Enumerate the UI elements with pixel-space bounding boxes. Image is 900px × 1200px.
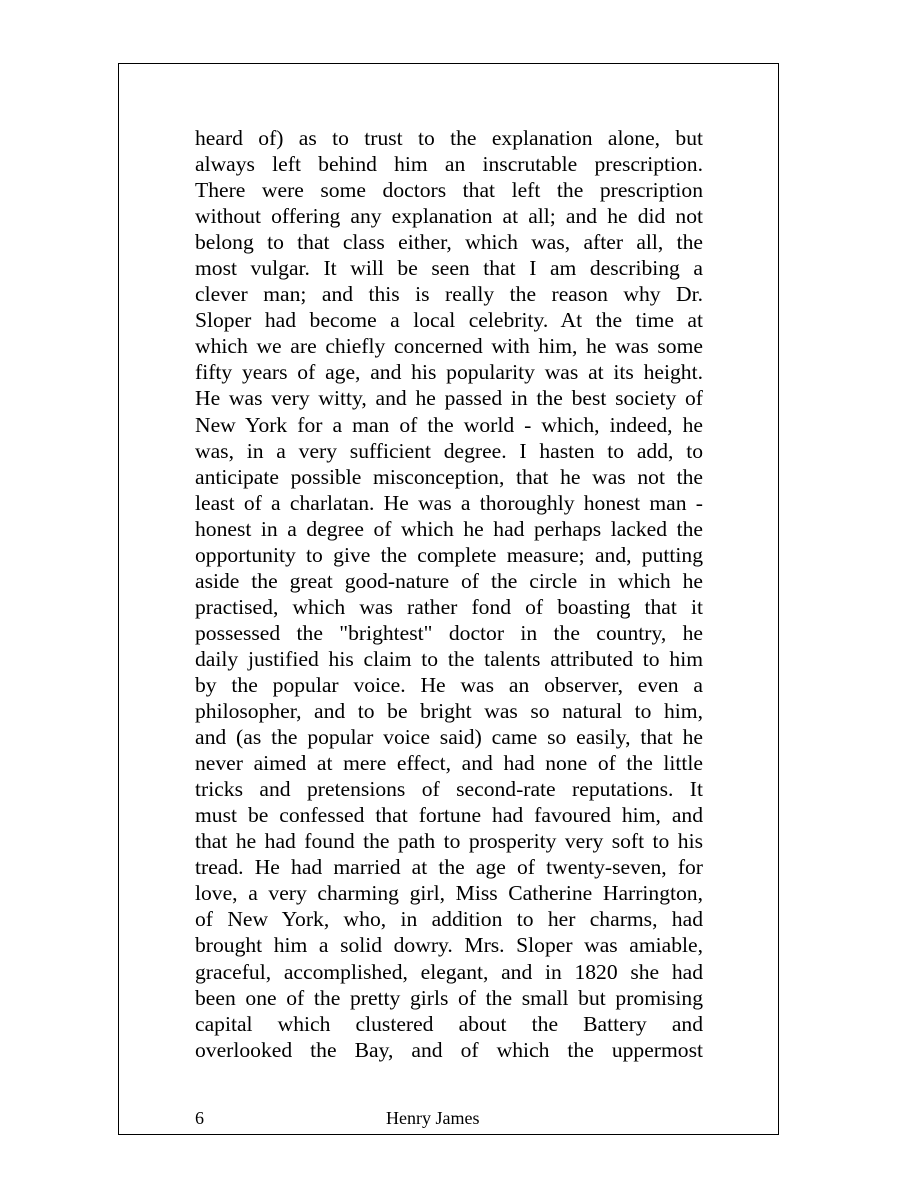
- text-line: Sloper had become a local celebrity. At the time at: [195, 308, 703, 333]
- text-line: without offering any explanation at all; and he did not: [195, 204, 703, 229]
- text-line: always left behind him an inscrutable prescription.: [195, 152, 703, 177]
- text-line: New York for a man of the world - which, indeed, he: [195, 412, 703, 437]
- text-line: brought him a solid dowry. Mrs. Sloper was amiable,: [195, 933, 703, 958]
- text-line: honest in a degree of which he had perhaps lacked the: [195, 516, 703, 541]
- running-footer-author: Henry James: [386, 1108, 480, 1128]
- text-line: belong to that class either, which was, after all, the: [195, 230, 703, 255]
- text-line: never aimed at mere effect, and had none of the little: [195, 751, 703, 776]
- text-line: and (as the popular voice said) came so easily, that he: [195, 725, 703, 750]
- text-line: graceful, accomplished, elegant, and in 1820 she had: [195, 959, 703, 984]
- text-line: anticipate possible misconception, that he was not the: [195, 464, 703, 489]
- text-line: philosopher, and to be bright was so natural to him,: [195, 699, 703, 724]
- body-text: [195, 125, 703, 1063]
- text-line: practised, which was rather fond of boasting that it: [195, 594, 703, 619]
- text-line: capital which clustered about the Battery and: [195, 1011, 703, 1036]
- text-line: clever man; and this is really the reason why Dr.: [195, 282, 703, 307]
- text-line: was, in a very sufficient degree. I hasten to add, to: [195, 438, 703, 463]
- text-line: which we are chiefly concerned with him, he was some: [195, 334, 703, 359]
- text-line: There were some doctors that left the prescription: [195, 178, 703, 203]
- text-line: daily justified his claim to the talents attributed to him: [195, 646, 703, 671]
- text-line: overlooked the Bay, and of which the uppermost: [195, 1037, 703, 1062]
- text-line: possessed the "brightest" doctor in the country, he: [195, 620, 703, 645]
- text-line: most vulgar. It will be seen that I am describing a: [195, 256, 703, 281]
- text-line: opportunity to give the complete measure; and, putting: [195, 542, 703, 567]
- text-line: heard of) as to trust to the explanation alone, but: [195, 126, 703, 150]
- text-line: aside the great good-nature of the circle in which he: [195, 568, 703, 593]
- text-line: of New York, who, in addition to her charms, had: [195, 907, 703, 932]
- text-line: that he had found the path to prosperity very soft to his: [195, 829, 703, 854]
- text-line: been one of the pretty girls of the small but promising: [195, 985, 703, 1010]
- page-number: 6: [195, 1108, 204, 1128]
- text-line: must be confessed that fortune had favoured him, and: [195, 803, 703, 828]
- text-line: tread. He had married at the age of twenty-seven, for: [195, 855, 703, 880]
- text-line: fifty years of age, and his popularity was at its height.: [195, 360, 703, 385]
- text-line: by the popular voice. He was an observer, even a: [195, 672, 703, 697]
- text-line: least of a charlatan. He was a thoroughly honest man -: [195, 490, 703, 515]
- text-line: tricks and pretensions of second-rate reputations. It: [195, 777, 703, 802]
- text-line: love, a very charming girl, Miss Catherine Harrington,: [195, 881, 703, 906]
- text-line: He was very witty, and he passed in the best society of: [195, 386, 703, 411]
